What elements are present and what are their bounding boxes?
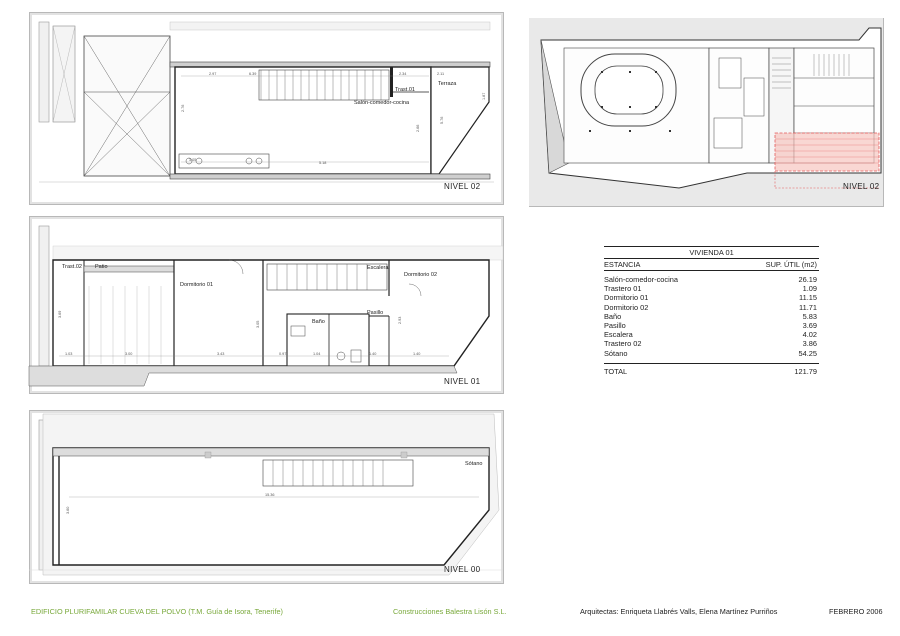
table-row-value: 54.25 [798,348,817,358]
room-label-dormitorio-01: Dormitorio 01 [180,282,214,288]
svg-text:5.18: 5.18 [319,161,327,165]
svg-text:6.39: 6.39 [249,72,257,76]
table-row-name: Pasillo [604,321,626,331]
table-title: VIVIENDA 01 [604,246,819,259]
footer-architects: Arquitectas: Enriqueta Llabrés Valls, Elena Martínez Purriños [580,607,778,616]
svg-text:3.60: 3.60 [66,506,70,514]
table-row-name: Trastero 01 [604,284,642,294]
svg-text:3.43: 3.43 [217,352,225,356]
table-row [604,275,819,284]
table-row-name: Baño [604,311,622,321]
room-label-trastero-01: Trast.01 [395,87,415,93]
svg-text:2.97: 2.97 [209,72,217,76]
table-row-name: Dormitorio 01 [604,293,649,303]
table-row-value: 1.09 [802,284,817,294]
table-total-value: 121.79 [794,366,817,376]
table-row-value: 11.71 [799,302,817,312]
table-row-value: 3.86 [802,339,817,349]
table-header-row [604,259,819,271]
table-row [604,330,819,339]
table-row-value: 5.83 [802,311,817,321]
svg-text:0.97: 0.97 [279,352,287,356]
area-table [604,246,819,376]
floor-plan-nivel-02 [29,12,503,204]
room-label-terraza: Terraza [438,81,457,87]
table-row-name: Salón-comedor-cocina [604,275,678,284]
svg-text:15.36: 15.36 [265,493,275,497]
table-row-name: Sótano [604,348,628,358]
room-label-salon: Salón-comedor-cocina [354,100,410,106]
table-row [604,284,819,293]
svg-text:3.69: 3.69 [58,310,62,318]
table-row [604,321,819,330]
svg-text:2.93: 2.93 [398,316,402,324]
level-label-nivel-00: NIVEL 00 [444,565,481,574]
table-row [604,293,819,302]
table-row-value: 26.19 [798,275,817,284]
table-row-value: 4.02 [802,330,817,340]
floor-plan-nivel-01 [29,216,503,393]
floor-plan-nivel-00 [29,410,503,583]
room-label-dormitorio-02: Dormitorio 02 [404,272,438,278]
footer-builder: Construcciones Balestra Lisón S.L. [393,607,507,616]
level-label-nivel-01: NIVEL 01 [444,377,481,386]
room-label-escalera: Escalera [367,265,389,271]
svg-text:1.87: 1.87 [482,92,486,100]
table-row-name: Escalera [604,330,633,340]
svg-text:1.40: 1.40 [413,352,421,356]
table-header-room: ESTANCIA [604,260,641,269]
svg-text:1.03: 1.03 [65,352,73,356]
svg-text:5.76: 5.76 [440,116,444,124]
table-row [604,303,819,312]
svg-text:2.76: 2.76 [181,104,185,112]
room-label-patio: Patio [95,264,108,270]
footer-project: EDIFICIO PLURIFAMILAR CUEVA DEL POLVO (T.M. Guía de Isora, Tenerife) [31,607,283,616]
table-row [604,312,819,321]
svg-text:2.34: 2.34 [399,72,407,76]
table-row [604,339,819,348]
svg-text:3.00: 3.00 [125,352,133,356]
site-plan [529,18,883,206]
level-label-nivel-02: NIVEL 02 [444,182,481,191]
svg-text:1.04: 1.04 [313,352,321,356]
table-row-name: Dormitorio 02 [604,302,649,312]
room-label-trastero-02: Trast.02 [62,264,82,270]
room-label-pasillo: Pasillo [367,310,384,316]
svg-text:2.66: 2.66 [416,124,420,132]
table-row-name: Trastero 02 [604,339,642,349]
table-row [604,349,819,358]
table-row-value: 3.69 [802,321,817,331]
svg-text:1.40: 1.40 [369,352,377,356]
footer-date: FEBRERO 2006 [829,607,883,616]
room-label-bano: Baño [312,319,325,325]
level-label-site-plan: NIVEL 02 [843,182,880,191]
table-total-label: TOTAL [604,366,628,376]
table-row-value: 11.15 [799,293,817,303]
svg-text:3.05: 3.05 [189,158,197,162]
table-header-area: SUP. ÚTIL (m2) [765,260,817,269]
room-label-sotano: Sótano [465,461,483,467]
svg-text:2.11: 2.11 [437,72,445,76]
svg-text:3.05: 3.05 [256,320,260,328]
table-total-row [604,363,819,376]
